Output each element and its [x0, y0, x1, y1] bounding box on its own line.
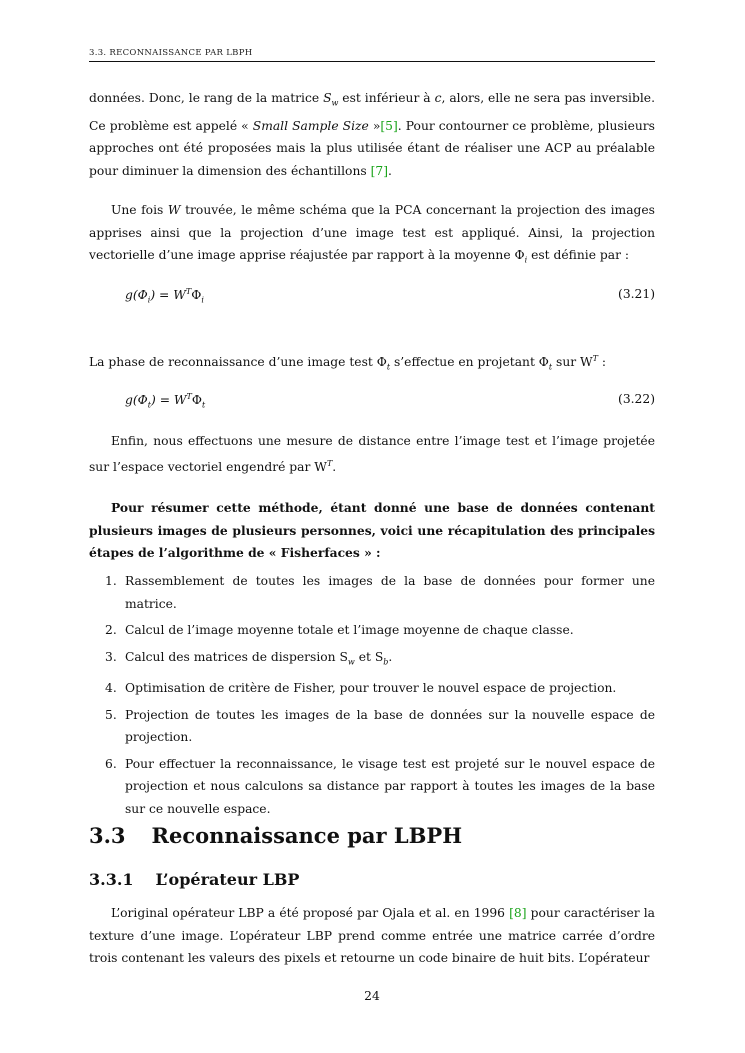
paragraph-5: L’original opérateur LBP a été proposé par Ojala et al. en 1996 [8] pour caractériser la texture d’une image. L’opérateur LBP prend comme entrée une matrice carrée d’ordre trois contenant les valeurs des pixels et retourne un code binaire de huit bits. L’opérateur	[89, 906, 656, 965]
summary-paragraph: Pour résumer cette méthode, étant donné une base de données contenant plusieurs images de plusieurs personnes, voici une récapitulation des principales étapes de l’algorithme de « Fisherfaces » :	[89, 500, 655, 560]
section-heading: 3.3 Reconnaissance par LBPH	[89, 823, 463, 848]
paragraph-2: Une fois W trouvée, le même schéma que la PCA concernant la projection des images apprises ainsi que la projection d’une image test est appliqué. Ainsi, la projection vectorielle d’une image apprise réajustée par rapport à la moyenne $\Phi_i$ est définie par :	[89, 203, 655, 265]
equation-3-22: $g(\Phi_t) = W^T\Phi_t$ (3.22)	[125, 392, 655, 410]
list-item: 1. Rassemblement de toutes les images de la base de données pour former une matrice.	[105, 574, 655, 611]
citation-link[interactable]: [5]	[380, 118, 398, 133]
list-item: 5. Projection de toutes les images de la base de données sur la nouvelle espace de projection.	[105, 707, 655, 745]
paragraph-4: Enfin, nous effectuons une mesure de distance entre l’image test et l’image projetée sur l’espace vectoriel engendré par $W^T$.	[89, 434, 655, 474]
page-number: 24	[364, 989, 380, 1003]
paragraph-1: données. Donc, le rang de la matrice $S_w$ est inférieur à c, alors, elle ne sera pas inversible. Ce problème est appelé « Small Sample Size »[5]. Pour contourner ce problème, plusieurs approches ont été proposées mais la plus utilisée étant de réaliser une ACP au préalable pour diminuer la dimension des échantillons [7].	[89, 91, 655, 178]
list-item: 4. Optimisation de critère de Fisher, pour trouver le nouvel espace de projection.	[105, 681, 617, 696]
equation-number: (3.22)	[618, 392, 655, 406]
list-item: 3. Calcul des matrices de dispersion $S_w$ et $S_b$.	[105, 649, 393, 666]
paragraph-3: La phase de reconnaissance d’une image test $\Phi_t$ s’effectue en projetant $\Phi_t$ sur $W^T$ :	[89, 354, 607, 372]
list-item: 2. Calcul de l’image moyenne totale et l’image moyenne de chaque classe.	[105, 623, 574, 637]
equation-number: (3.21)	[618, 287, 655, 301]
citation-link[interactable]: [8]	[509, 906, 527, 920]
equation-3-21: $g(\Phi_i) = W^T\Phi_i$ (3.21)	[125, 287, 655, 305]
running-header: 3.3. RECONNAISSANCE PAR LBPH	[89, 48, 655, 62]
list-item: 6. Pour effectuer la reconnaissance, le visage test est projeté sur le nouvel espace de projection et nous calculons sa distance par rapport à toutes les images de la base sur ce nouvelle espace.	[105, 756, 655, 816]
steps-list	[89, 570, 655, 820]
citation-link[interactable]: [7]	[370, 163, 389, 178]
subsection-heading: 3.3.1 L’opérateur LBP	[89, 870, 300, 889]
